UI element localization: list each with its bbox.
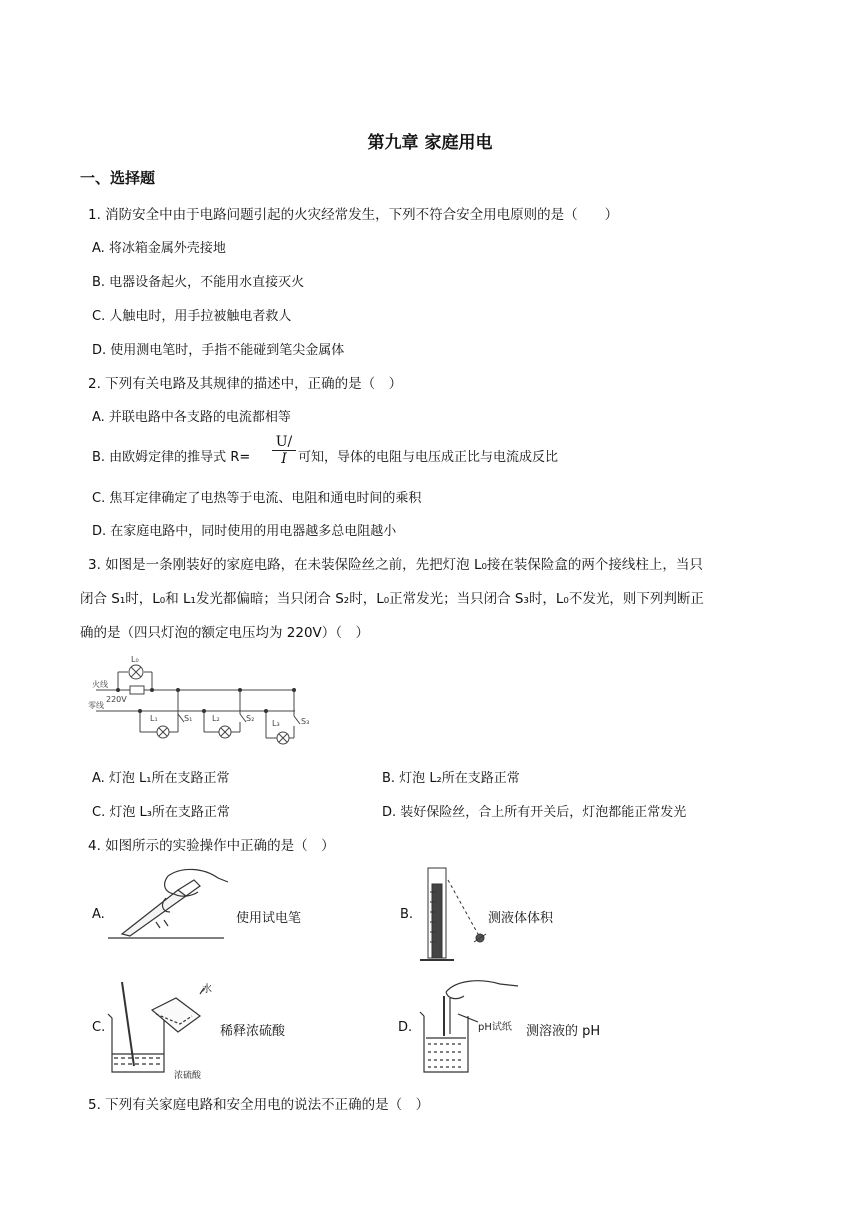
- question-3-option-a: A. 灯泡 L₁所在支路正常: [92, 771, 230, 786]
- neutral-wire-label: 零线: [88, 701, 104, 710]
- question-1-stem: 1. 消防安全中由于电路问题引起的火灾经常发生，下列不符合安全用电原则的是（ ）: [88, 207, 619, 223]
- question-2-option-a: A. 并联电路中各支路的电流都相等: [92, 410, 291, 425]
- question-2-option-d: D. 在家庭电路中，同时使用的用电器越多总电阻越小: [92, 524, 397, 539]
- live-wire-label: 火线: [92, 680, 108, 689]
- ph-test-illustration: [418, 976, 526, 1080]
- question-3-stem-line-3: 确的是（四只灯泡的额定电压均为 220V）（ ）: [80, 625, 370, 641]
- question-3-option-b: B. 灯泡 L₂所在支路正常: [382, 771, 520, 786]
- question-3-option-c: C. 灯泡 L₃所在支路正常: [92, 805, 230, 820]
- question-3-stem-line-2: 闭合 S₁时，L₀和 L₁发光都偏暗；当只闭合 S₂时，L₀正常发光；当只闭合 S₃时，L₀不发光，则下列判断正: [80, 591, 704, 607]
- dilute-acid-illustration: [104, 980, 214, 1080]
- fraction-denominator: I: [281, 451, 287, 467]
- ohm-fraction: [272, 434, 296, 467]
- switch-s3-label: S₃: [301, 717, 310, 726]
- question-3-stem-line-1: 3. 如图是一条刚装好的家庭电路，在未装保险丝之前，先把灯泡 L₀接在装保险盒的两个接线柱上，当只: [88, 557, 703, 573]
- lamp-l0-label: L₀: [131, 655, 139, 664]
- fraction-numerator: U/: [272, 434, 296, 451]
- lamp-l2-label: L₂: [212, 714, 220, 723]
- question-1-option-a: A. 将冰箱金属外壳接地: [92, 241, 226, 256]
- question-1-option-d: D. 使用测电笔时，手指不能碰到笔尖金属体: [92, 343, 345, 358]
- switch-s1-label: S₁: [184, 714, 193, 723]
- household-circuit-diagram: [80, 652, 320, 752]
- question-2-option-c: C. 焦耳定律确定了电热等于电流、电阻和通电时间的乘积: [92, 491, 422, 506]
- option-d-caption: 测溶液的 pH: [526, 1024, 601, 1039]
- option-a-caption: 使用试电笔: [236, 911, 302, 926]
- graduated-cylinder-illustration: [416, 862, 492, 968]
- question-4-stem: 4. 如图所示的实验操作中正确的是（ ）: [88, 838, 335, 854]
- option-b-letter: B.: [400, 907, 414, 922]
- option-d-letter: D.: [398, 1020, 413, 1035]
- switch-s2-label: S₂: [246, 714, 255, 723]
- lamp-l1-label: L₁: [150, 714, 158, 723]
- voltage-label: 220V: [106, 695, 127, 704]
- question-5-stem: 5. 下列有关家庭电路和安全用电的说法不正确的是（ ）: [88, 1097, 430, 1113]
- option-b-caption: 测液体体积: [488, 911, 554, 926]
- question-2-stem: 2. 下列有关电路及其规律的描述中，正确的是（ ）: [88, 376, 403, 392]
- ph-paper-label: pH试纸: [478, 1022, 512, 1033]
- lamp-l3-label: L₃: [272, 719, 280, 728]
- question-3-option-d: D. 装好保险丝，合上所有开关后，灯泡都能正常发光: [382, 805, 687, 820]
- section-heading: 一、选择题: [80, 169, 156, 187]
- question-2-option-b-suffix: 可知，导体的电阻与电压成正比与电流成反比: [298, 450, 559, 465]
- option-c-letter: C.: [92, 1020, 106, 1035]
- option-a-letter: A.: [92, 907, 105, 922]
- question-2-option-b-prefix: B. 由欧姆定律的推导式 R=: [92, 450, 251, 465]
- test-pen-illustration: [108, 862, 230, 944]
- water-label: 水: [202, 984, 212, 995]
- question-1-option-b: B. 电器设备起火，不能用水直接灭火: [92, 275, 305, 290]
- sulfuric-acid-label: 浓硫酸: [174, 1071, 202, 1081]
- option-c-caption: 稀释浓硫酸: [220, 1024, 286, 1039]
- question-1-option-c: C. 人触电时，用手拉被触电者救人: [92, 309, 292, 324]
- page-title: 第九章 家庭用电: [367, 133, 493, 153]
